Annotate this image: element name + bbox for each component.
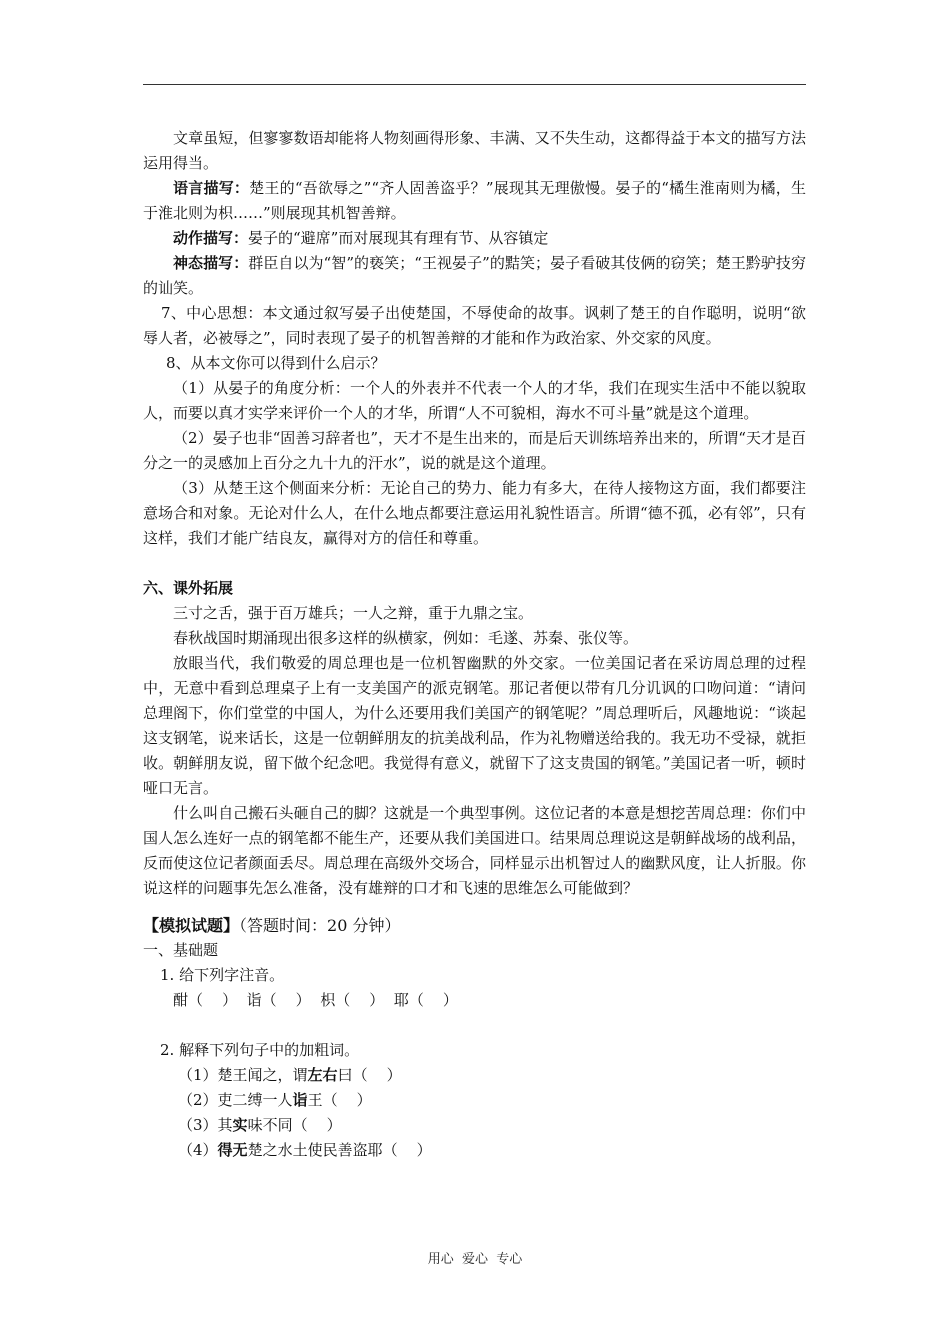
paragraph-insight-2: （2）晏子也非“固善习辞者也”，天才不是生出来的，而是后天训练培养出来的，所谓“天才是百分之一的灵感加上百分之九十九的汗水”，说的就是这个道理。	[143, 429, 806, 472]
label-expression: 神态描写：	[173, 254, 249, 272]
header-rule	[143, 84, 806, 85]
exam-question-1: 1. 给下列字注音。	[160, 966, 285, 984]
label-language: 语言描写：	[173, 179, 250, 197]
section-6-line-1: 三寸之舌，强于百万雄兵；一人之辩，重于九鼎之宝。	[173, 604, 534, 622]
section-6-analysis: 什么叫自己搬石头砸自己的脚？这就是一个典型事例。这位记者的本意是想挖苦周总理：你们中国人怎么连好一点的钢笔都不能生产，还要从我们美国进口。结果周总理说这是朝鲜战场的战利品，反而使这位记者颜面丢尽。周总理在高级外交场合，同样显示出机智过人的幽默风度，让人折服。你说这样的问题事先怎么准备，没有雄辩的口才和飞速的思维怎么可能做到？	[143, 804, 806, 897]
paragraph-insight-1: （1）从晏子的角度分析：一个人的外表并不代表一个人的才华，我们在现实生活中不能以貌取人，而要以真才实学来评价一个人的才华，所谓“人不可貌相，海水不可斗量”就是这个道理。	[143, 379, 806, 422]
section-6-line-2: 春秋战国时期涌现出很多这样的纵横家，例如：毛遂、苏秦、张仪等。	[173, 629, 639, 647]
exam-question-1-items: 酣（ ） 诣（ ） 枳（ ） 耶（ ）	[173, 991, 458, 1009]
paragraph-question-8: 8、从本文你可以得到什么启示？	[166, 354, 386, 372]
paragraph-insight-3: （3）从楚王这个侧面来分析：无论自己的势力、能力有多大，在待人接物这方面，我们都要注意场合和对象。无论对什么人，在什么地点都要注意运用礼貌性语言。所谓“德不孤，必有邻”，只有这样，我们才能广结良友，赢得对方的信任和尊重。	[143, 479, 806, 547]
section-6-story: 放眼当代，我们敬爱的周总理也是一位机智幽默的外交家。一位美国记者在采访周总理的过程中，无意中看到总理桌子上有一支美国产的派克钢笔。那记者便以带有几分讥讽的口吻问道：“请问总理阁下，你们堂堂的中国人，为什么还要用我们美国产的钢笔呢？”周总理听后，风趣地说：“谈起这支钢笔，说来话长，这是一位朝鲜朋友的抗美战利品，作为礼物赠送给我的。我无功不受禄，就拒收。朝鲜朋友说，留下做个纪念吧。我觉得有意义，就留下了这支贵国的钢笔。”美国记者一听，顿时哑口无言。	[143, 654, 806, 797]
section-6-title: 六、课外拓展	[143, 579, 234, 597]
exam-question-2-item-3: （3）其实味不同（ ）	[178, 1116, 342, 1134]
exam-title: 【模拟试题】	[143, 916, 240, 935]
exam-question-2-item-4: （4）得无楚之水土使民善盗耶（ ）	[178, 1141, 432, 1159]
exam-heading	[143, 913, 806, 938]
document-body	[143, 126, 806, 1163]
exam-question-2: 2. 解释下列句子中的加粗词。	[160, 1041, 360, 1059]
exam-question-2-item-2: （2）吏二缚一人诣王（ ）	[178, 1091, 372, 1109]
paragraph-intro: 文章虽短，但寥寥数语却能将人物刻画得形象、丰满、又不失生动，这都得益于本文的描写方法运用得当。	[143, 129, 806, 172]
label-action: 动作描写：	[173, 229, 249, 247]
paragraph-central-idea: 7、中心思想：本文通过叙写晏子出使楚国，不辱使命的故事。讽刺了楚王的自作聪明，说明“欲辱人者，必被辱之”，同时表现了晏子的机智善辩的才能和作为政治家、外交家的风度。	[143, 304, 806, 347]
exam-question-2-item-1: （1）楚王闻之，谓左右曰（ ）	[178, 1066, 402, 1084]
paragraph-action-description: 动作描写：晏子的“避席”而对展现其有理有节、从容镇定	[173, 229, 549, 247]
page-footer: 用心 爱心 专心	[427, 1252, 523, 1267]
exam-part-1: 一、基础题	[143, 941, 219, 959]
paragraph-expression-description: 神态描写：群臣自以为“智”的亵笑；“王视晏子”的黠笑；晏子看破其伎俩的窃笑；楚王黔驴技穷的讪笑。	[143, 254, 806, 297]
exam-time-note: （答题时间：20 分钟）	[239, 916, 401, 935]
paragraph-language-description: 语言描写：楚王的“吾欲辱之”“齐人固善盗乎？”展现其无理傲慢。晏子的“橘生淮南则为橘，生于淮北则为枳……”则展现其机智善辩。	[143, 179, 806, 222]
